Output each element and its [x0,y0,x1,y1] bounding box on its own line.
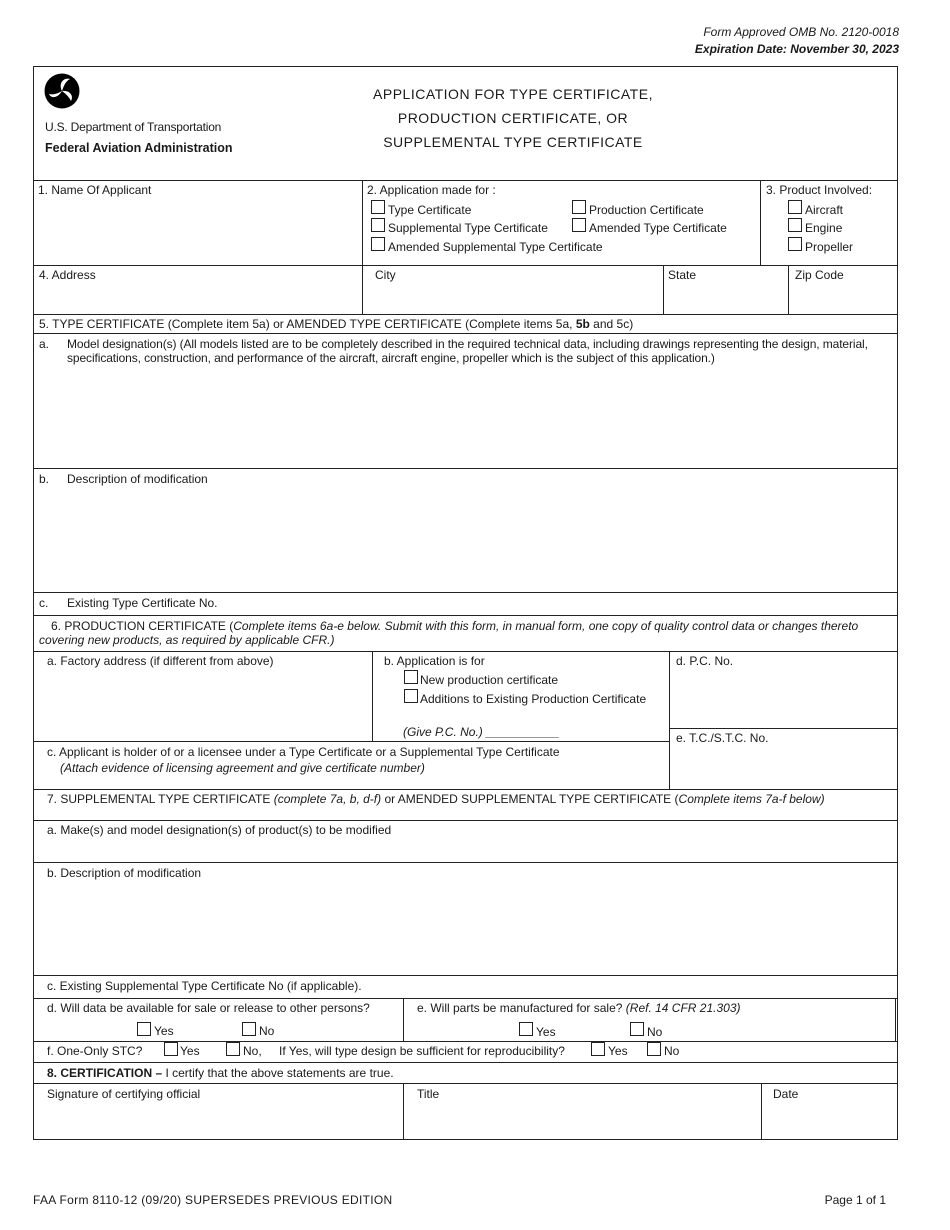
type-certificate-checkbox[interactable] [371,200,385,214]
type-certificate-label: Type Certificate [388,203,472,217]
additions-pc-label: Additions to Existing Production Certificate [420,692,647,706]
tc-stc-no-field[interactable] [672,748,892,786]
existing-stc-field[interactable] [380,977,890,995]
one-only-yes-label: Yes [180,1044,200,1058]
parts-yes-label: Yes [536,1025,556,1039]
new-pc-label: New production certificate [420,673,559,687]
reproducibility-yes-checkbox[interactable] [591,1042,605,1056]
pc-no-label: d. P.C. No. [676,654,734,668]
title-line-2: PRODUCTION CERTIFICATE, OR [397,110,629,126]
amended-tc-checkbox[interactable] [572,218,586,232]
product-involved-label: 3. Product Involved: [766,183,873,197]
zip-label: Zip Code [795,268,844,282]
reproducibility-yes-label: Yes [608,1044,628,1058]
admin-name: Federal Aviation Administration [45,141,233,155]
additions-pc-checkbox[interactable] [404,689,418,703]
parts-no-label: No [647,1025,663,1039]
make-model-label: a. Make(s) and model designation(s) of product(s) to be modified [47,823,392,837]
data-available-yes-label: Yes [154,1024,174,1038]
form-title [313,82,713,154]
applicant-name-label: 1. Name Of Applicant [38,183,152,197]
existing-tc-field[interactable] [240,594,890,612]
tc-modification-label: Description of modification [67,472,208,486]
reproducibility-no-label: No [664,1044,680,1058]
reproducibility-no-checkbox[interactable] [647,1042,661,1056]
form-number: FAA Form 8110-12 (09/20) SUPERSEDES PREVIOUS EDITION [33,1193,393,1207]
reproducibility-label: If Yes, will type design be sufficient for reproducibility? [279,1044,565,1058]
factory-address-field[interactable] [36,672,368,738]
section-7-heading: 7. SUPPLEMENTAL TYPE CERTIFICATE (complete 7a, b, d-f) or AMENDED SUPPLEMENTAL TYPE CERTIFICATE (Complete items 7a-f below) [47,792,825,806]
model-designation-label: Model designation(s) (All models listed are to be completely described in the required technical data, including drawings representing the design, material, specifications, construction, and performance of the aircraft, aircraft engine, propeller which is the subject of this application.) [67,337,868,365]
parts-manufactured-label: e. Will parts be manufactured for sale? (Ref. 14 CFR 21.303) [417,1001,741,1015]
amended-stc-label: Amended Supplemental Type Certificate [388,240,603,254]
date-field[interactable] [764,1104,892,1136]
tc-stc-no-label: e. T.C./S.T.C. No. [676,731,769,745]
one-only-no-checkbox[interactable] [226,1042,240,1056]
item-5a-letter: a. [39,337,50,351]
existing-tc-label: Existing Type Certificate No. [67,596,218,610]
applicant-name-field[interactable] [36,200,358,262]
title-line-3: SUPPLEMENTAL TYPE CERTIFICATE [383,134,643,150]
section-6-heading: 6. PRODUCTION CERTIFICATE (Complete items 6a-e below. Submit with this form, in manual form, one copy of quality control data or changes thereto covering new products, as required by applicable CFR.) [39,619,859,647]
stc-label: Supplemental Type Certificate [388,221,548,235]
dot-triskelion-icon [44,73,80,109]
make-model-field[interactable] [36,840,893,860]
factory-address-label: a. Factory address (if different from above) [47,654,274,668]
give-pc-no[interactable]: (Give P.C. No.) ___________ [403,725,560,739]
stc-modification-label: b. Description of modification [47,866,202,880]
signature-field[interactable] [36,1104,400,1136]
omb-number: Form Approved OMB No. 2120-0018 [703,25,899,39]
item-5b-letter: b. [39,472,50,486]
state-label: State [668,268,697,282]
expiration-date: Expiration Date: November 30, 2023 [694,42,899,56]
aircraft-checkbox[interactable] [788,200,802,214]
model-designation-field[interactable] [36,368,893,466]
address-field[interactable] [36,284,358,312]
stc-modification-field[interactable] [36,884,893,972]
engine-checkbox[interactable] [788,218,802,232]
licensee-note: (Attach evidence of licensing agreement and give certificate number) [60,761,425,775]
stc-checkbox[interactable] [371,218,385,232]
tc-modification-field[interactable] [36,488,893,588]
data-available-no-label: No [259,1024,275,1038]
parts-yes-checkbox[interactable] [519,1022,533,1036]
amended-stc-checkbox[interactable] [371,237,385,251]
city-label: City [375,268,396,282]
propeller-label: Propeller [805,240,854,254]
section-8-heading: 8. CERTIFICATION – I certify that the above statements are true. [47,1066,394,1080]
dept-name: U.S. Department of Transportation [45,120,222,134]
title-field[interactable] [406,1104,758,1136]
one-only-no-label: No, [243,1044,262,1058]
one-only-stc-label: f. One-Only STC? [47,1044,143,1058]
data-available-no-checkbox[interactable] [242,1022,256,1036]
state-field[interactable] [666,284,784,312]
item-5c-letter: c. [39,596,49,610]
one-only-yes-checkbox[interactable] [164,1042,178,1056]
zip-field[interactable] [791,284,893,312]
pc-no-field[interactable] [672,672,892,726]
address-label: 4. Address [39,268,96,282]
propeller-checkbox[interactable] [788,237,802,251]
title-label: Title [417,1087,440,1101]
engine-label: Engine [805,221,843,235]
section-5-heading: 5. TYPE CERTIFICATE (Complete item 5a) or AMENDED TYPE CERTIFICATE (Complete items 5a, 5b and 5c) [39,317,634,331]
page-number: Page 1 of 1 [824,1193,886,1207]
parts-no-checkbox[interactable] [630,1022,644,1036]
production-certificate-checkbox[interactable] [572,200,586,214]
application-is-for-label: b. Application is for [384,654,485,668]
licensee-label: c. Applicant is holder of or a licensee under a Type Certificate or a Supplemental Type Certificate [47,745,560,759]
data-available-yes-checkbox[interactable] [137,1022,151,1036]
amended-tc-label: Amended Type Certificate [589,221,727,235]
new-pc-checkbox[interactable] [404,670,418,684]
city-field[interactable] [366,284,660,312]
existing-stc-label: c. Existing Supplemental Type Certificate No (if applicable). [47,979,362,993]
production-certificate-label: Production Certificate [589,203,704,217]
aircraft-label: Aircraft [805,203,844,217]
signature-label: Signature of certifying official [47,1087,201,1101]
application-for-label: 2. Application made for : [367,183,496,197]
date-label: Date [773,1087,799,1101]
data-available-label: d. Will data be available for sale or release to other persons? [47,1001,370,1015]
title-line-1: APPLICATION FOR TYPE CERTIFICATE, [373,86,653,102]
